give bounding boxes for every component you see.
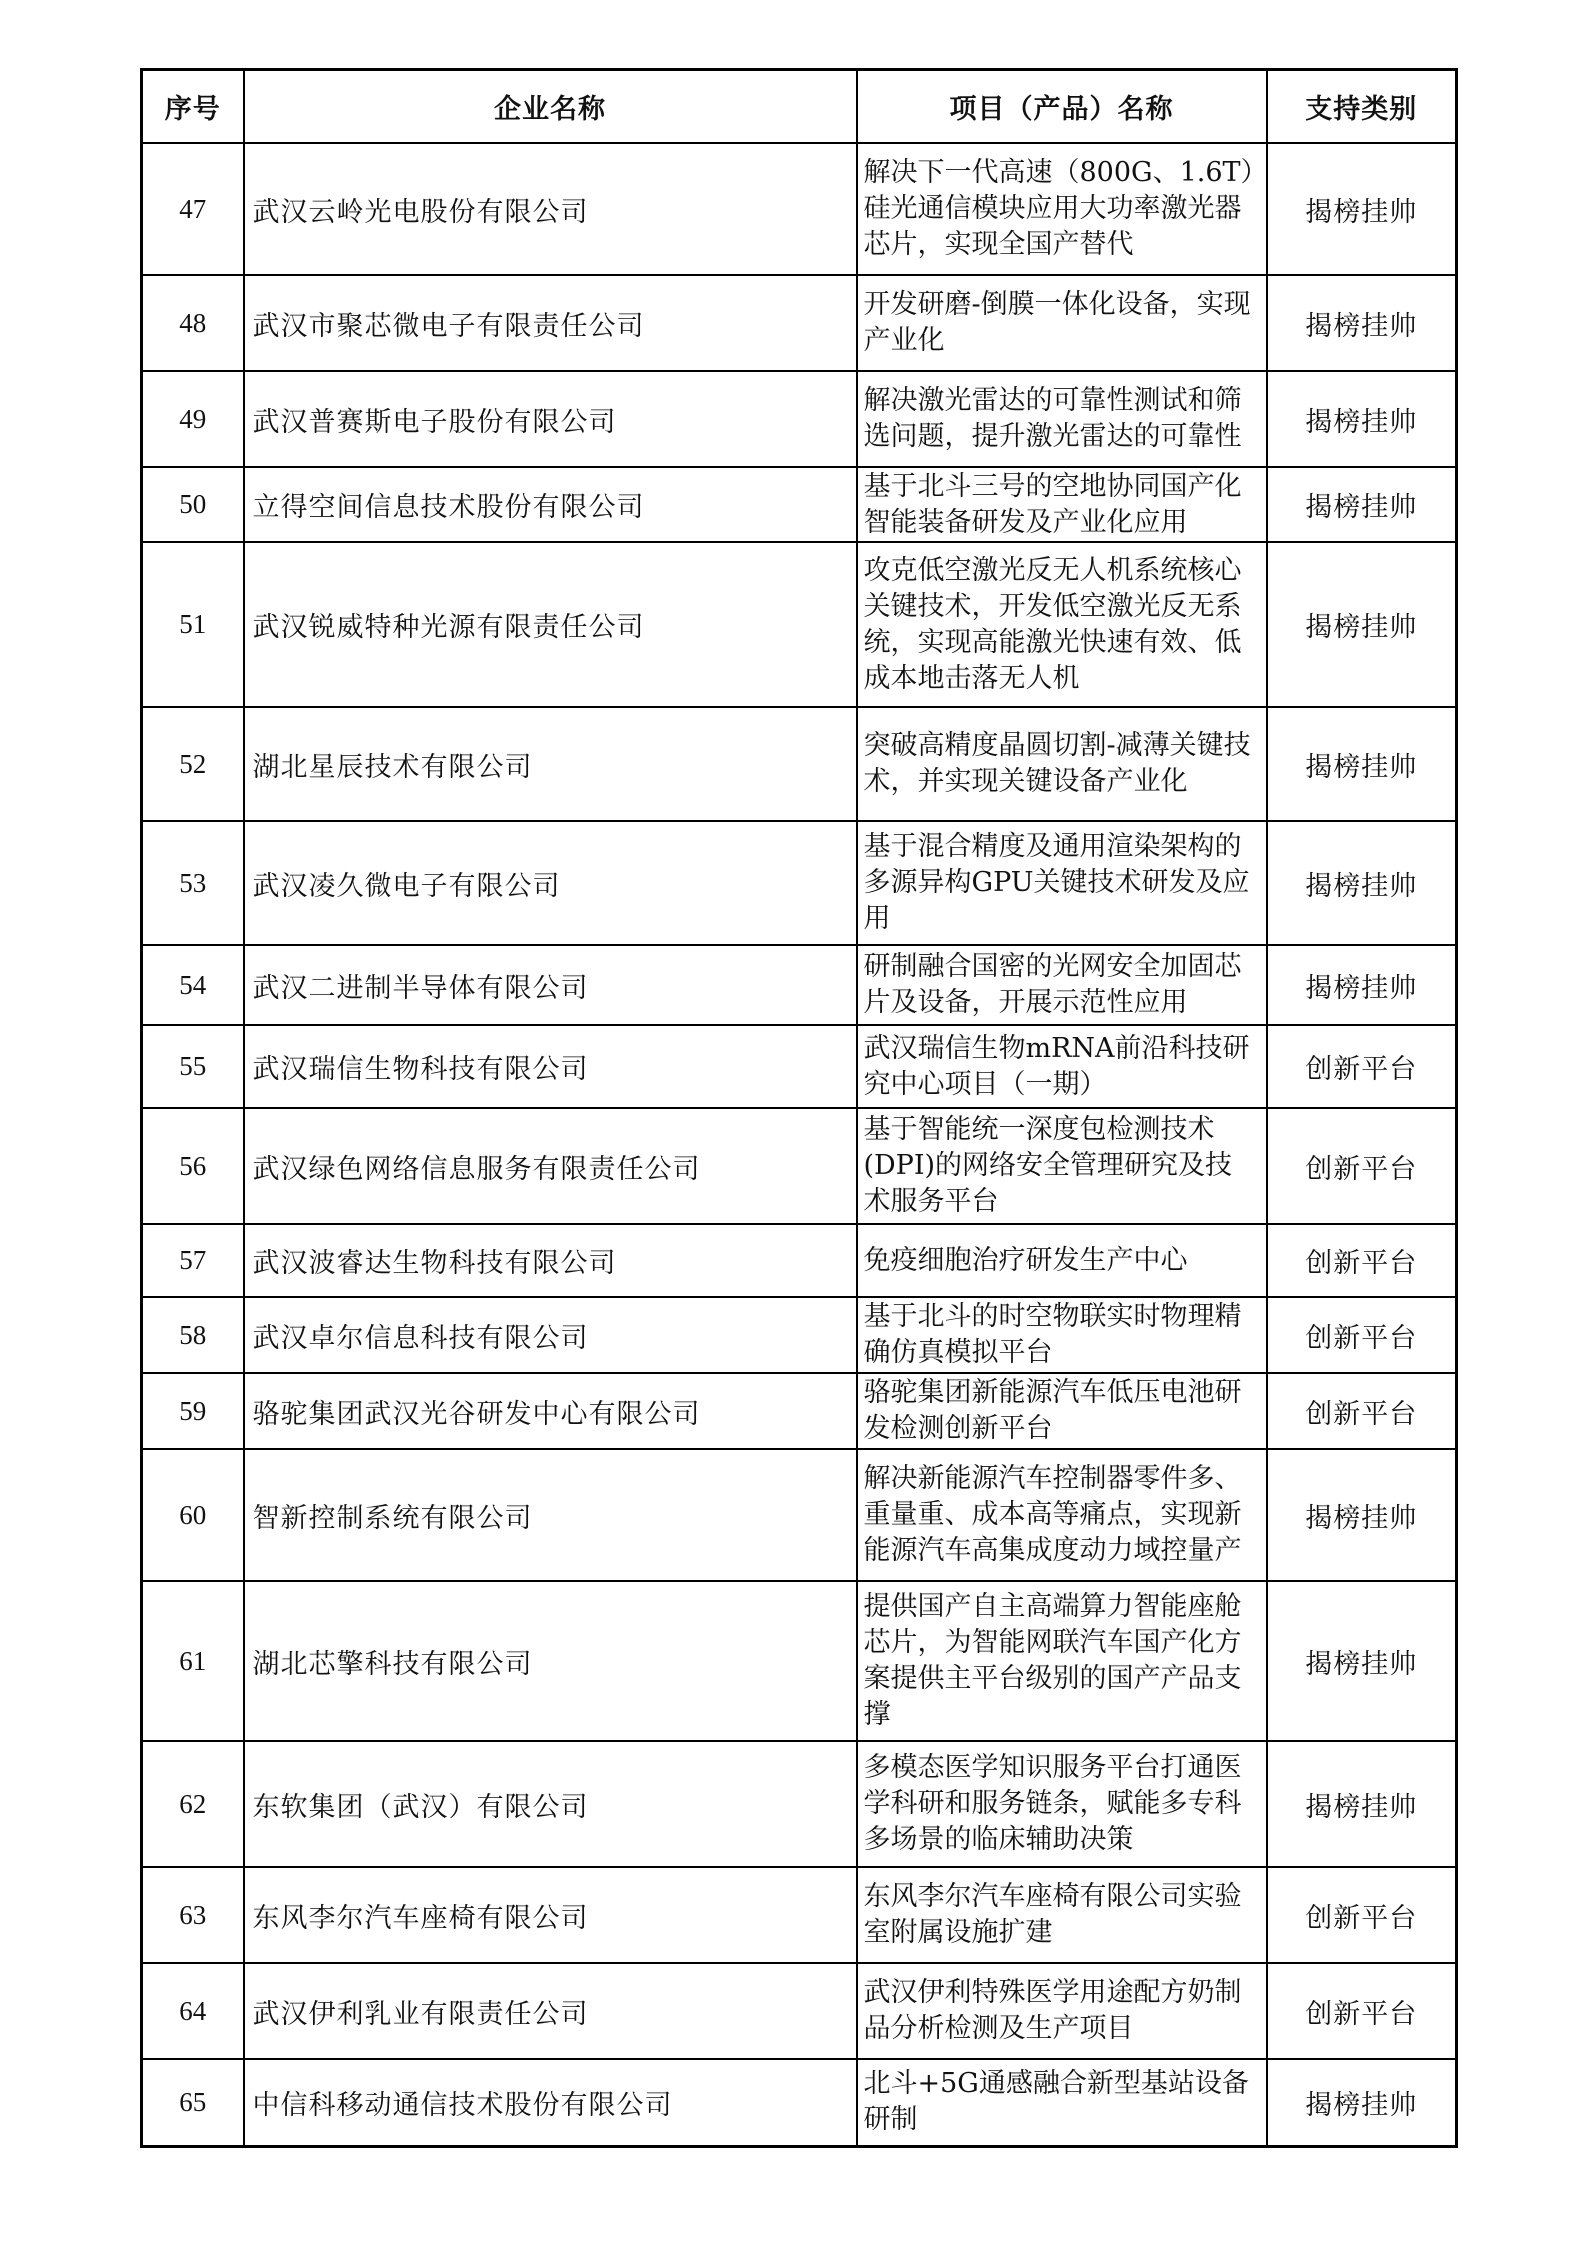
cell-company-name: 骆驼集团武汉光谷研发中心有限公司 xyxy=(244,1373,857,1449)
cell-project-name xyxy=(857,1373,1267,1449)
table-row xyxy=(142,1224,1457,1297)
cell-company-name: 武汉瑞信生物科技有限公司 xyxy=(244,1025,857,1108)
cell-project-name xyxy=(857,1224,1267,1297)
project-text: 基于智能统一深度包检测技术(DPI)的网络安全管理研究及技术服务平台 xyxy=(863,1114,1233,1217)
cell-company-name: 湖北星辰技术有限公司 xyxy=(244,707,857,821)
enterprise-project-table xyxy=(140,68,1458,2148)
table-row xyxy=(142,1741,1457,1867)
cell-support-type: 创新平台 xyxy=(1267,1025,1457,1108)
cell-support-type: 创新平台 xyxy=(1267,1108,1457,1224)
cell-serial-no: 62 xyxy=(142,1741,244,1867)
cell-serial-no: 47 xyxy=(142,143,244,275)
cell-support-type: 揭榜挂帅 xyxy=(1267,542,1457,707)
cell-company-name: 武汉凌久微电子有限公司 xyxy=(244,821,857,945)
cell-company-name: 湖北芯擎科技有限公司 xyxy=(244,1581,857,1741)
cell-support-type: 创新平台 xyxy=(1267,1224,1457,1297)
project-text: 免疫细胞治疗研发生产中心 xyxy=(863,1244,1188,1276)
cell-company-name: 武汉伊利乳业有限责任公司 xyxy=(244,1963,857,2059)
cell-serial-no: 48 xyxy=(142,275,244,371)
cell-company-name: 东风李尔汽车座椅有限公司 xyxy=(244,1867,857,1963)
cell-project-name xyxy=(857,371,1267,467)
cell-support-type: 揭榜挂帅 xyxy=(1267,821,1457,945)
header-project-name: 项目（产品）名称 xyxy=(857,70,1267,144)
table-row xyxy=(142,1581,1457,1741)
cell-project-name xyxy=(857,1963,1267,2059)
project-text: 多模态医学知识服务平台打通医学科研和服务链条，赋能多专科多场景的临床辅助决策 xyxy=(863,1752,1242,1855)
cell-company-name: 武汉普赛斯电子股份有限公司 xyxy=(244,371,857,467)
project-text: 攻克低空激光反无人机系统核心关键技术，开发低空激光反无系统，实现高能激光快速有效、低成本地击落无人机 xyxy=(863,554,1242,694)
data-table-container xyxy=(140,68,1455,2148)
project-text: 解决激光雷达的可靠性测试和筛选问题，提升激光雷达的可靠性 xyxy=(863,385,1242,452)
cell-support-type: 揭榜挂帅 xyxy=(1267,1581,1457,1741)
cell-serial-no: 52 xyxy=(142,707,244,821)
project-text: 提供国产自主高端算力智能座舱芯片，为智能网联汽车国产化方案提供主平台级别的国产产品支撑 xyxy=(863,1591,1242,1730)
cell-project-name xyxy=(857,1108,1267,1224)
table-row xyxy=(142,1025,1457,1108)
cell-serial-no: 57 xyxy=(142,1224,244,1297)
cell-project-name xyxy=(857,1449,1267,1581)
table-row xyxy=(142,1867,1457,1963)
cell-project-name xyxy=(857,707,1267,821)
project-text: 突破高精度晶圆切割-减薄关键技术，并实现关键设备产业化 xyxy=(863,730,1251,797)
table-row xyxy=(142,1373,1457,1449)
cell-project-name xyxy=(857,1741,1267,1867)
project-text: 武汉瑞信生物mRNA前沿科技研究中心项目（一期） xyxy=(863,1032,1250,1100)
project-text: 解决新能源汽车控制器零件多、重量重、成本高等痛点，实现新能源汽车高集成度动力域控量产 xyxy=(863,1463,1242,1566)
cell-serial-no: 49 xyxy=(142,371,244,467)
cell-support-type: 揭榜挂帅 xyxy=(1267,945,1457,1025)
table-row xyxy=(142,2059,1457,2146)
cell-project-name xyxy=(857,275,1267,371)
cell-support-type: 揭榜挂帅 xyxy=(1267,371,1457,467)
project-text: 基于北斗的时空物联实时物理精确仿真模拟平台 xyxy=(863,1301,1242,1368)
cell-project-name xyxy=(857,1581,1267,1741)
cell-support-type: 创新平台 xyxy=(1267,1373,1457,1449)
cell-project-name xyxy=(857,1025,1267,1108)
cell-company-name: 武汉卓尔信息科技有限公司 xyxy=(244,1297,857,1373)
cell-project-name xyxy=(857,143,1267,275)
table-row xyxy=(142,707,1457,821)
cell-project-name xyxy=(857,467,1267,542)
cell-support-type: 揭榜挂帅 xyxy=(1267,143,1457,275)
project-text: 解决下一代高速（800G、1.6T）硅光通信模块应用大功率激光器芯片，实现全国产替代 xyxy=(863,157,1255,260)
project-text: 武汉伊利特殊医学用途配方奶制品分析检测及生产项目 xyxy=(863,1977,1242,2044)
table-row xyxy=(142,1449,1457,1581)
cell-support-type: 揭榜挂帅 xyxy=(1267,467,1457,542)
project-text: 骆驼集团新能源汽车低压电池研发检测创新平台 xyxy=(863,1377,1242,1444)
cell-support-type: 揭榜挂帅 xyxy=(1267,707,1457,821)
table-row xyxy=(142,275,1457,371)
cell-serial-no: 56 xyxy=(142,1108,244,1224)
cell-serial-no: 53 xyxy=(142,821,244,945)
project-text: 基于北斗三号的空地协同国产化智能装备研发及产业化应用 xyxy=(863,471,1242,538)
cell-serial-no: 58 xyxy=(142,1297,244,1373)
cell-support-type: 揭榜挂帅 xyxy=(1267,1741,1457,1867)
cell-support-type: 揭榜挂帅 xyxy=(1267,2059,1457,2146)
cell-serial-no: 63 xyxy=(142,1867,244,1963)
project-text: 开发研磨-倒膜一体化设备，实现产业化 xyxy=(863,289,1251,356)
project-text: 北斗+5G通感融合新型基站设备研制 xyxy=(863,2068,1249,2136)
project-text: 基于混合精度及通用渲染架构的多源异构GPU关键技术研发及应用 xyxy=(863,831,1250,934)
cell-project-name xyxy=(857,945,1267,1025)
cell-project-name xyxy=(857,1297,1267,1373)
cell-project-name xyxy=(857,1867,1267,1963)
project-text: 研制融合国密的光网安全加固芯片及设备，开展示范性应用 xyxy=(863,951,1242,1018)
cell-project-name xyxy=(857,2059,1267,2146)
cell-company-name: 武汉绿色网络信息服务有限责任公司 xyxy=(244,1108,857,1224)
project-text: 东风李尔汽车座椅有限公司实验室附属设施扩建 xyxy=(863,1881,1242,1948)
cell-company-name: 智新控制系统有限公司 xyxy=(244,1449,857,1581)
table-row xyxy=(142,467,1457,542)
table-row xyxy=(142,1963,1457,2059)
cell-support-type: 创新平台 xyxy=(1267,1963,1457,2059)
cell-support-type: 创新平台 xyxy=(1267,1867,1457,1963)
cell-project-name xyxy=(857,542,1267,707)
cell-company-name: 武汉波睿达生物科技有限公司 xyxy=(244,1224,857,1297)
cell-serial-no: 51 xyxy=(142,542,244,707)
cell-serial-no: 61 xyxy=(142,1581,244,1741)
table-header-row xyxy=(142,70,1457,144)
table-body xyxy=(142,143,1457,2146)
table-row xyxy=(142,821,1457,945)
cell-serial-no: 65 xyxy=(142,2059,244,2146)
cell-company-name: 立得空间信息技术股份有限公司 xyxy=(244,467,857,542)
cell-company-name: 武汉云岭光电股份有限公司 xyxy=(244,143,857,275)
header-support-type: 支持类别 xyxy=(1267,70,1457,144)
cell-serial-no: 54 xyxy=(142,945,244,1025)
table-row xyxy=(142,1297,1457,1373)
cell-company-name: 中信科移动通信技术股份有限公司 xyxy=(244,2059,857,2146)
cell-support-type: 揭榜挂帅 xyxy=(1267,275,1457,371)
cell-company-name: 武汉二进制半导体有限公司 xyxy=(244,945,857,1025)
cell-company-name: 东软集团（武汉）有限公司 xyxy=(244,1741,857,1867)
cell-project-name xyxy=(857,821,1267,945)
cell-serial-no: 50 xyxy=(142,467,244,542)
table-row xyxy=(142,945,1457,1025)
table-row xyxy=(142,143,1457,275)
header-company-name: 企业名称 xyxy=(244,70,857,144)
cell-serial-no: 59 xyxy=(142,1373,244,1449)
table-row xyxy=(142,542,1457,707)
header-serial-no: 序号 xyxy=(142,70,244,144)
cell-serial-no: 55 xyxy=(142,1025,244,1108)
cell-company-name: 武汉市聚芯微电子有限责任公司 xyxy=(244,275,857,371)
table-row xyxy=(142,371,1457,467)
cell-support-type: 揭榜挂帅 xyxy=(1267,1449,1457,1581)
cell-support-type: 创新平台 xyxy=(1267,1297,1457,1373)
cell-company-name: 武汉锐威特种光源有限责任公司 xyxy=(244,542,857,707)
cell-serial-no: 60 xyxy=(142,1449,244,1581)
cell-serial-no: 64 xyxy=(142,1963,244,2059)
table-row xyxy=(142,1108,1457,1224)
